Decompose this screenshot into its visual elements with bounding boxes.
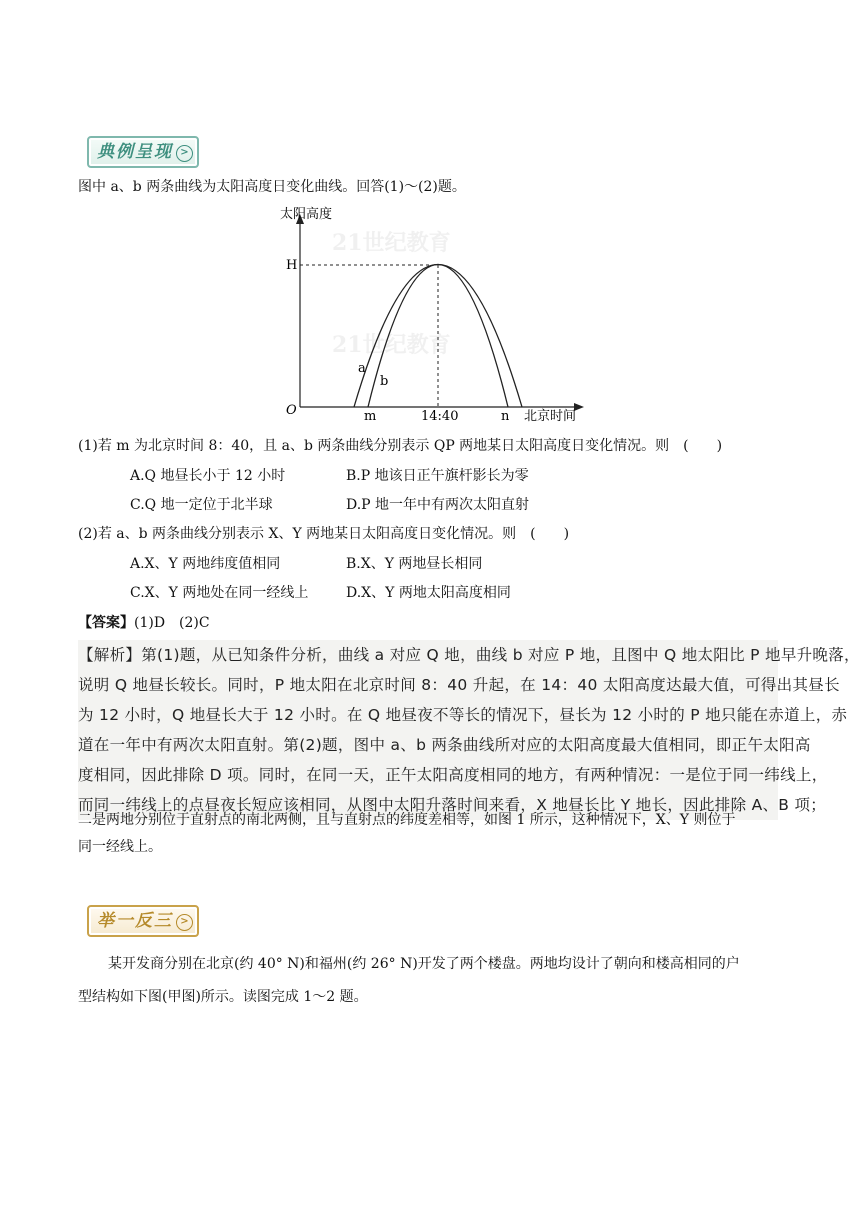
question-2-option-a: A.X、Y 两地纬度值相同 (130, 556, 281, 572)
curve-b-label: b (380, 374, 389, 389)
practice-line-1: 某开发商分别在北京(约 40° N)和福州(约 26° N)开发了两个楼盘。两地均设计了朝向和楼高相同的户 (108, 956, 740, 972)
h-label: H (286, 258, 298, 273)
tick-m-label: m (364, 409, 377, 424)
x-axis-label: 北京时间 (524, 409, 577, 424)
watermark-text: 21世纪教育 (332, 230, 451, 256)
answer-value: (1)D (2)C (134, 615, 210, 631)
question-1-option-a: A.Q 地昼长小于 12 小时 (130, 468, 286, 484)
analysis-block (78, 640, 860, 820)
question-2-stem: (2)若 a、b 两条曲线分别表示 X、Y 两地某日太阳高度日变化情况。则 ( ) (78, 526, 570, 542)
watermark (332, 230, 451, 358)
question-1-option-b: B.P 地该日正午旗杆影长为零 (346, 468, 529, 484)
tick-center-label: 14:40 (421, 409, 459, 424)
question-1-stem: (1)若 m 为北京时间 8：40，且 a、b 两条曲线分别表示 QP 两地某日太阳高度日变化情况。则 ( ) (78, 438, 723, 454)
curve-a-label: a (358, 361, 366, 376)
watermark-text: 21世纪教育 (332, 332, 451, 358)
origin-label: O (286, 403, 297, 418)
practice-line-2: 型结构如下图(甲图)所示。读图完成 1～2 题。 (78, 989, 368, 1005)
analysis-line: 道在一年中有两次太阳直射。第(2)题，图中 a、b 两条曲线所对应的太阳高度最大值相同，即正午太阳高 (78, 736, 811, 754)
question-1-option-c: C.Q 地一定位于北半球 (130, 497, 273, 513)
section-badge-practice (87, 905, 199, 937)
question-2-option-b: B.X、Y 两地昼长相同 (346, 556, 483, 572)
analysis-line: 度相同，因此排除 D 项。同时，在同一天，正午太阳高度相同的地方，有两种情况：一是位于同一纬线上， (78, 766, 828, 784)
analysis-line: 【解析】第(1)题，从已知条件分析，曲线 a 对应 Q 地，曲线 b 对应 P 地，且图中 Q 地太阳比 P 地早升晚落， (78, 646, 860, 664)
sun-altitude-figure (272, 202, 592, 428)
analysis-line: 而同一纬线上的点昼夜长短应该相同，从图中太阳升落时间来看，X 地昼长比 Y 地长，因此排除 A、B 项； (78, 796, 827, 814)
arrow-circle-icon: > (176, 145, 193, 162)
intro-text: 图中 a、b 两条曲线为太阳高度日变化曲线。回答(1)～(2)题。 (78, 179, 466, 195)
analysis-line: 为 12 小时，Q 地昼长大于 12 小时。在 Q 地昼夜不等长的情况下，昼长为 12 小时的 P 地只能在赤道上，赤 (78, 706, 848, 724)
arrow-circle-icon: > (176, 914, 193, 931)
question-2-option-c: C.X、Y 两地处在同一经线上 (130, 585, 309, 601)
analysis-tail-2: 同一经线上。 (78, 839, 162, 855)
badge-label: 典例呈现 (97, 142, 173, 162)
badge-label: 举一反三 (97, 911, 173, 931)
y-axis-label: 太阳高度 (280, 207, 333, 222)
answer-line (78, 614, 210, 632)
question-1-option-d: D.P 地一年中有两次太阳直射 (346, 497, 530, 513)
analysis-line: 说明 Q 地昼长较长。同时，P 地太阳在北京时间 8：40 升起，在 14：40 太阳高度达最大值，可得出其昼长 (78, 676, 840, 694)
analysis-tail-1: 二是两地分别位于直射点的南北两侧，且与直射点的纬度差相等，如图 1 所示，这种情况下，X、Y 则位于 (78, 812, 736, 828)
question-2-option-d: D.X、Y 两地太阳高度相同 (346, 585, 511, 601)
section-badge-examples (87, 136, 199, 168)
answer-label: 【答案】 (78, 615, 134, 631)
tick-n-label: n (501, 409, 510, 424)
